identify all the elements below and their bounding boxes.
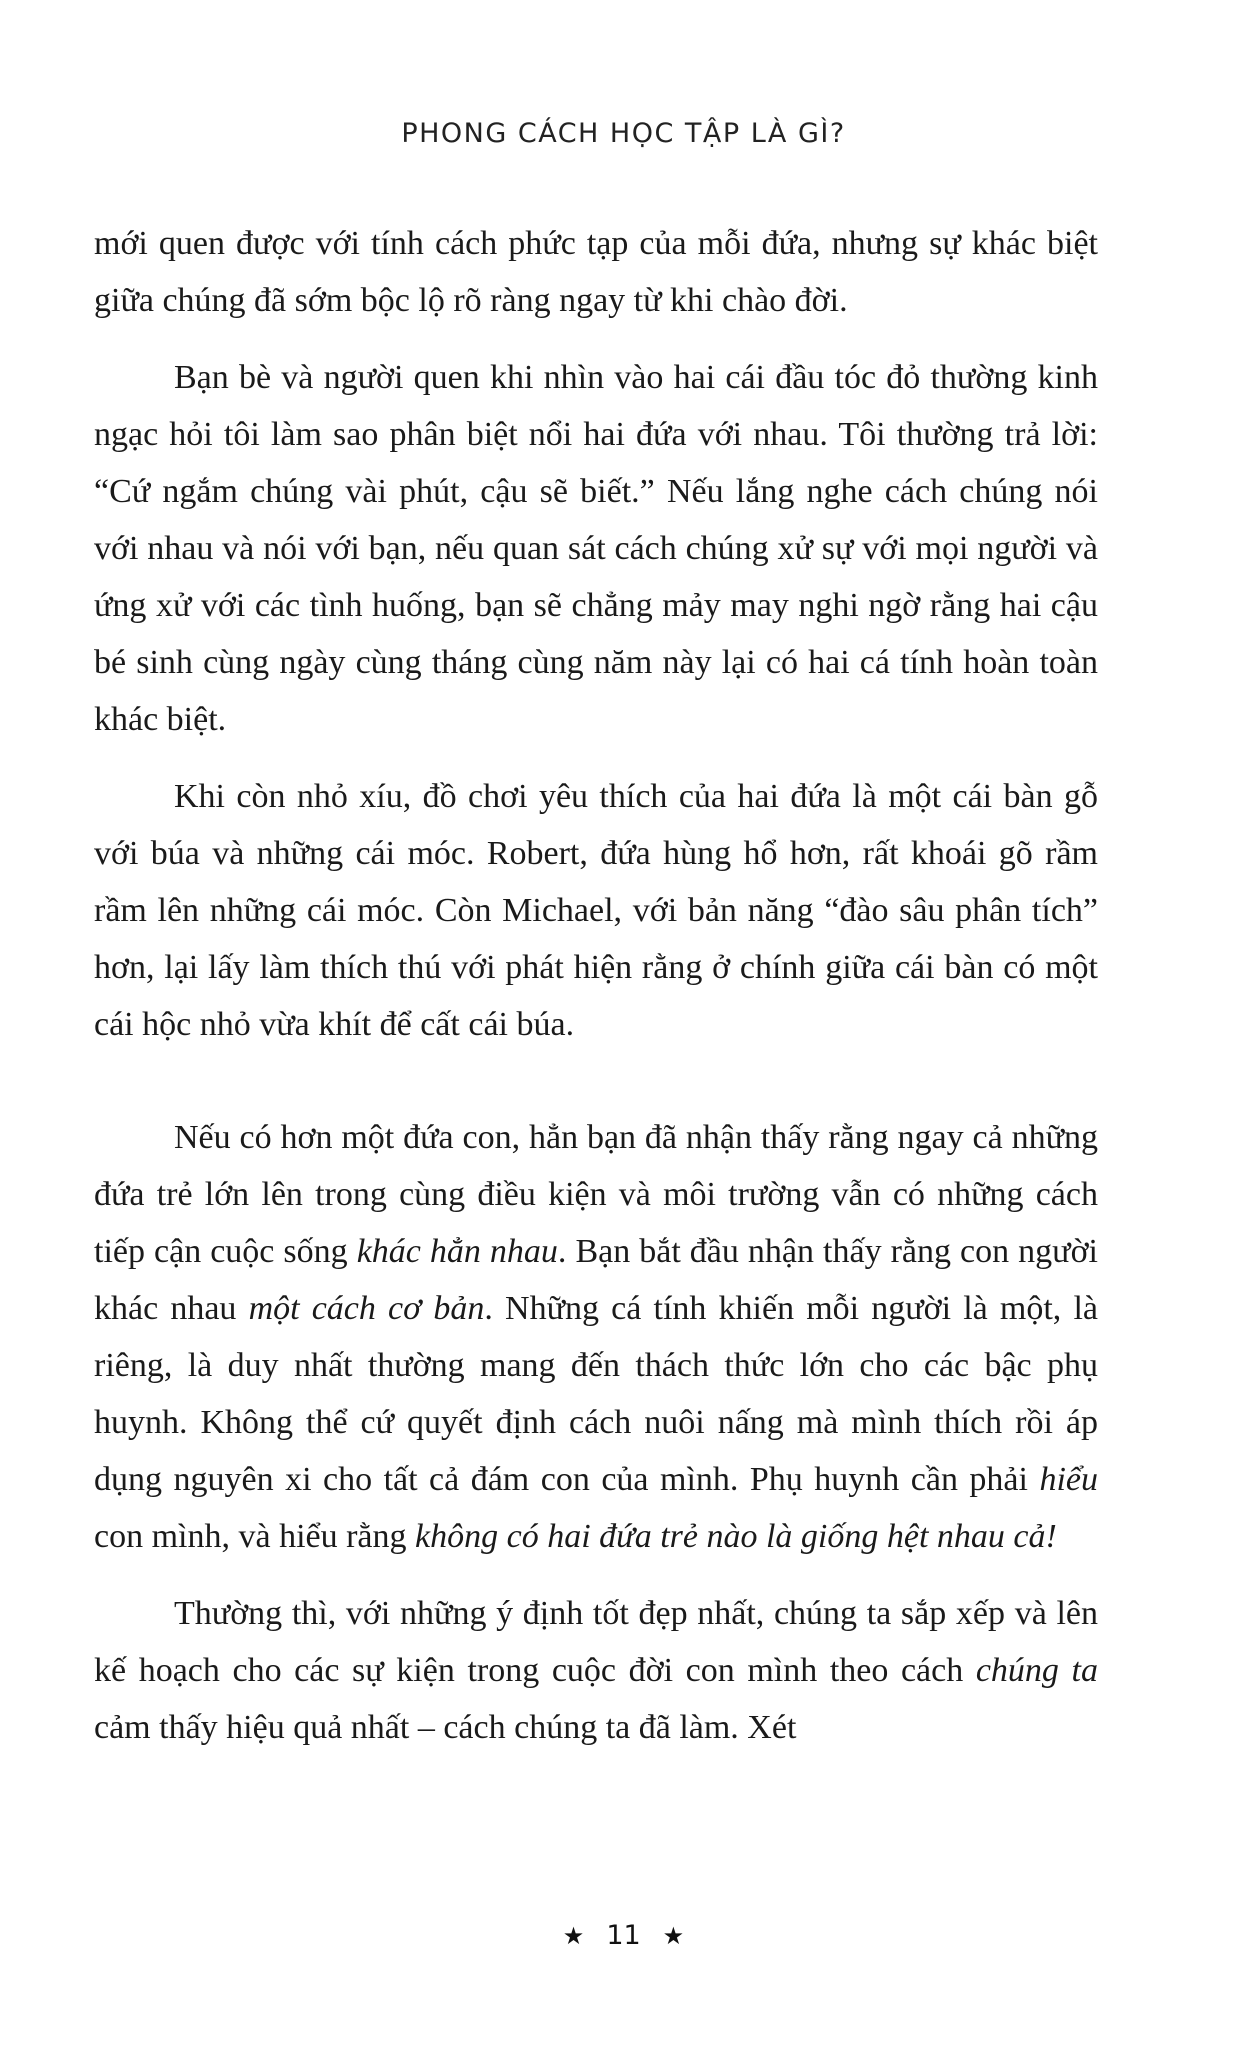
text-span: con mình, và hiểu rằng: [94, 1518, 416, 1555]
paragraph-continued: mới quen được với tính cách phức tạp của mỗi đứa, nhưng sự khác biệt giữa chúng đã sớm bộc lộ rõ ràng ngay từ khi chào đời.: [94, 225, 1098, 319]
paragraph-friends: Bạn bè và người quen khi nhìn vào hai cái đầu tóc đỏ thường kinh ngạc hỏi tôi làm sao phân biệt nổi hai đứa với nhau. Tôi thường trả lời: “Cứ ngắm chúng vài phút, cậu sẽ biết.” Nếu lắng nghe cách chúng nói với nhau và nói với bạn, nếu quan sát cách chúng xử sự với mọi người và ứng xử với các tình huống, bạn sẽ chẳng mảy may nghi ngờ rằng hai cậu bé sinh cùng ngày cùng tháng cùng năm này lại có hai cá tính hoàn toàn khác biệt.: [94, 359, 1098, 738]
text-span: . Bạn bắt đầu nhận thấy rằng con người khác nhau: [94, 1233, 1099, 1327]
italic-span: hiểu: [1039, 1461, 1098, 1498]
page-number: 11: [606, 1920, 641, 1951]
text-span: cảm thấy hiệu quả nhất – cách chúng ta đã làm. Xét: [94, 1709, 797, 1746]
star-icon: ★: [662, 1922, 685, 1950]
paragraph-toys: Khi còn nhỏ xíu, đồ chơi yêu thích của hai đứa là một cái bàn gỗ với búa và những cái móc. Robert, đứa hùng hổ hơn, rất khoái gõ rầm rầm lên những cái móc. Còn Michael, với bản năng “đào sâu phân tích” hơn, lại lấy làm thích thú với phát hiện rằng ở chính giữa cái bàn có một cái hộc nhỏ vừa khít để cất cái búa.: [94, 778, 1098, 1043]
paragraph-children-differ: [94, 1109, 1098, 1565]
body-text: [94, 215, 1098, 1756]
paragraph-intentions: [94, 1585, 1098, 1756]
italic-span: không có hai đứa trẻ nào là giống hệt nhau cả!: [415, 1518, 1057, 1555]
italic-span: chúng ta: [975, 1652, 1098, 1689]
text-span: Nếu có hơn một đứa con, hẳn bạn đã nhận thấy rằng ngay cả những đứa trẻ lớn lên trong cùng điều kiện và môi trường vẫn có những cách tiếp cận cuộc sống: [94, 1119, 1098, 1270]
italic-span: khác hẳn nhau: [356, 1233, 558, 1270]
page-footer: [0, 1920, 1247, 1951]
text-span: . Những cá tính khiến mỗi người là một, là riêng, là duy nhất thường mang đến thách thức lớn cho các bậc phụ huynh. Không thể cứ quyết định cách nuôi nấng mà mình thích rồi áp dụng nguyên xi cho tất cả đám con của mình. Phụ huynh cần phải: [94, 1290, 1098, 1498]
italic-span: một cách cơ bản: [248, 1290, 485, 1327]
star-icon: ★: [562, 1922, 585, 1950]
running-head: PHONG CÁCH HỌC TẬP LÀ GÌ?: [401, 118, 846, 149]
text-span: Thường thì, với những ý định tốt đẹp nhất, chúng ta sắp xếp và lên kế hoạch cho các sự kiện trong cuộc đời con mình theo cách: [94, 1595, 1098, 1689]
